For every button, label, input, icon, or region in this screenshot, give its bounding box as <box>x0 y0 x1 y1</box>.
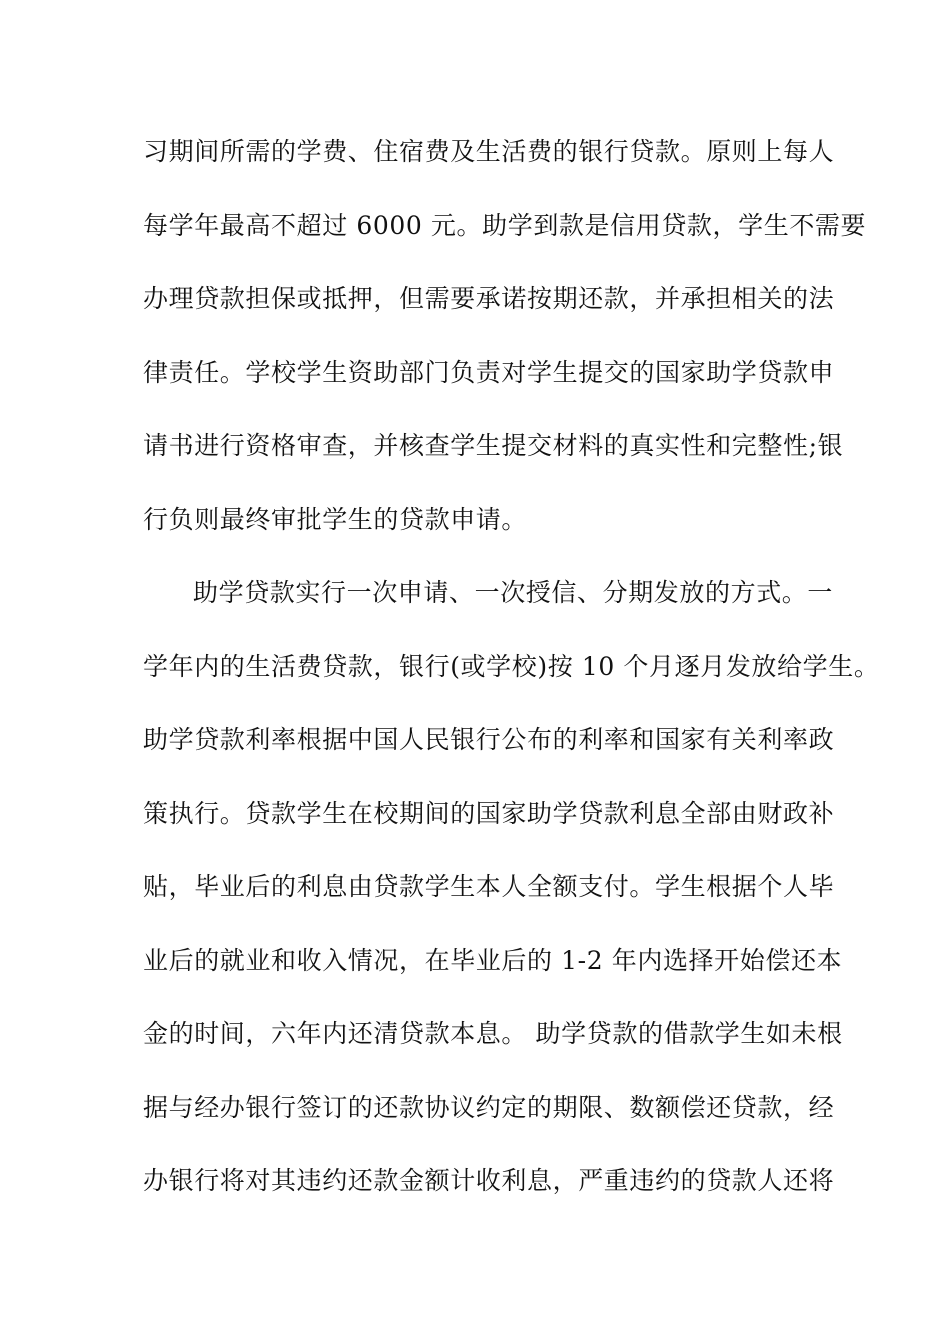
text-line-4: 律责任。学校学生资助部门负责对学生提交的国家助学贷款申 <box>143 357 835 387</box>
text-line-8: 学年内的生活费贷款，银行(或学校)按 10 个月逐月发放给学生。 <box>143 651 880 681</box>
text-line-7: 助学贷款实行一次申请、一次授信、分期发放的方式。一 <box>193 578 834 607</box>
text-line-10: 策执行。贷款学生在校期间的国家助学贷款利息全部由财政补 <box>143 798 835 828</box>
text-line-15: 办银行将对其违约还款金额计收利息，严重违约的贷款人还将 <box>143 1166 835 1195</box>
text-line-1: 习期间所需的学费、住宿费及生活费的银行贷款。原则上每人 <box>143 137 835 166</box>
text-line-12: 业后的就业和收入情况，在毕业后的 1-2 年内选择开始偿还本 <box>143 945 843 975</box>
text-line-2: 每学年最高不超过 6000 元。助学到款是信用贷款，学生不需要 <box>143 210 867 240</box>
text-line-9: 助学贷款利率根据中国人民银行公布的利率和国家有关利率政 <box>143 725 835 754</box>
text-line-13: 金的时间，六年内还清贷款本息。 助学贷款的借款学生如未根 <box>143 1019 843 1048</box>
text-line-11: 贴，毕业后的利息由贷款学生本人全额支付。学生根据个人毕 <box>143 872 835 901</box>
text-line-5: 请书进行资格审查，并核查学生提交材料的真实性和完整性;银 <box>143 431 844 460</box>
text-line-3: 办理贷款担保或抵押，但需要承诺按期还款，并承担相关的法 <box>143 284 835 313</box>
text-line-6: 行负则最终审批学生的贷款申请。 <box>143 504 528 534</box>
body-text <box>143 127 880 1230</box>
text-line-14: 据与经办银行签订的还款协议约定的期限、数额偿还贷款，经 <box>143 1092 835 1122</box>
